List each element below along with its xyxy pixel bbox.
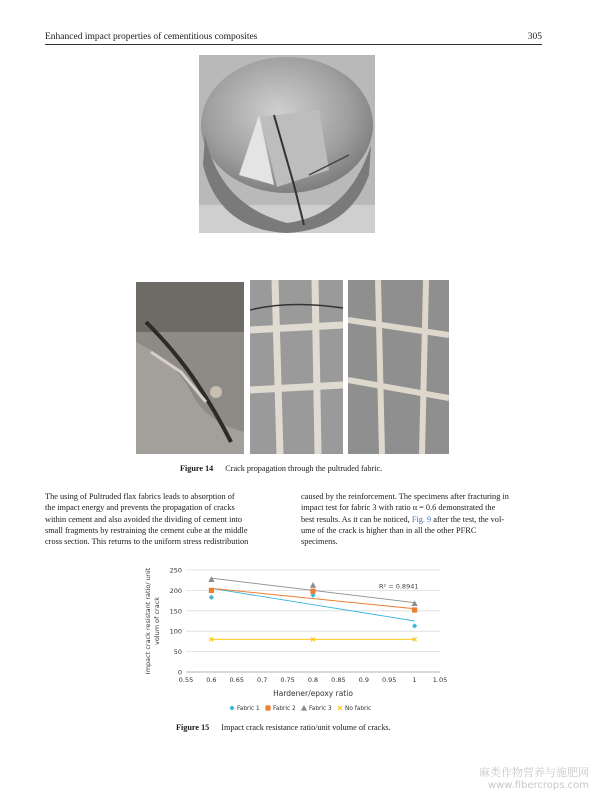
chart-canvas bbox=[140, 560, 450, 720]
body-column-right bbox=[301, 491, 543, 547]
text-line: caused by the reinforcement. The specimens after fracturing in bbox=[301, 492, 509, 501]
photo-cracked-cylinder bbox=[199, 55, 375, 233]
legend-marker-fabric-2 bbox=[265, 705, 270, 710]
legend-marker-fabric-3 bbox=[301, 705, 307, 711]
y-tick-label: 150 bbox=[169, 607, 182, 616]
point-fabric-1 bbox=[209, 595, 214, 600]
x-tick-label: 0.9 bbox=[358, 676, 369, 684]
x-tick-label: 0.75 bbox=[280, 676, 295, 684]
legend-label-no-fabric: No fabric bbox=[345, 706, 372, 712]
x-tick-label: 0.95 bbox=[381, 676, 397, 684]
y-tick-label: 100 bbox=[169, 627, 182, 636]
legend-label-fabric-3: Fabric 3 bbox=[309, 706, 332, 712]
watermark-chinese: 麻类作物营养与施肥网 bbox=[479, 766, 589, 779]
legend-marker-no-fabric bbox=[338, 706, 342, 710]
point-fabric-3 bbox=[310, 582, 316, 588]
figure-14-label: Figure 14 bbox=[180, 464, 214, 473]
text-line: impact test for fabric 3 with ratio α = 0.6 demonstrated the bbox=[301, 503, 496, 513]
legend-marker-fabric-1 bbox=[229, 705, 234, 710]
legend-label-fabric-1: Fabric 1 bbox=[237, 706, 260, 712]
text-line: The using of Pultruded flax fabrics leads to absorption of bbox=[45, 492, 235, 501]
figure-15-caption bbox=[176, 723, 391, 732]
point-fabric-2 bbox=[209, 588, 214, 593]
point-fabric-3 bbox=[208, 576, 214, 582]
text-line: within cement and also avoided the dividing of cement into bbox=[45, 514, 243, 524]
text-line bbox=[301, 514, 543, 525]
r-squared-annotation: R² = 0.8941 bbox=[379, 582, 419, 591]
point-fabric-3 bbox=[412, 600, 418, 606]
watermark bbox=[479, 764, 589, 791]
text-fragment: best results. As it can be noticed, bbox=[301, 514, 412, 524]
photo-crack-closeup-1 bbox=[136, 282, 244, 454]
photo-crack-closeup-3 bbox=[348, 280, 449, 454]
x-tick-label: 1 bbox=[412, 676, 417, 684]
text-line: cross section. This returns to the uniform stress redistribution bbox=[45, 537, 249, 547]
text-line: the impact energy and prevents the propagation of cracks bbox=[45, 503, 235, 513]
text-fragment: after the test, the vol- bbox=[431, 514, 505, 524]
text-line: specimens. bbox=[301, 537, 338, 547]
y-tick-label: 200 bbox=[169, 586, 182, 595]
x-tick-label: 1.05 bbox=[432, 676, 448, 684]
x-tick-label: 0.8 bbox=[307, 676, 319, 684]
legend-label-fabric-2: Fabric 2 bbox=[273, 706, 296, 712]
x-tick-label: 0.65 bbox=[229, 676, 245, 684]
photo-crack-closeup-2 bbox=[250, 280, 343, 454]
watermark-url: www.fibercrops.com bbox=[487, 780, 589, 791]
body-column-left bbox=[45, 491, 285, 547]
point-fabric-2 bbox=[310, 589, 315, 594]
figure-15-label: Figure 15 bbox=[176, 723, 210, 732]
running-title: Enhanced impact properties of cementitious composites bbox=[45, 32, 258, 42]
y-axis-label: Impact crack resistant ratio/ unit bbox=[144, 567, 152, 675]
impact-chart bbox=[140, 560, 450, 720]
y-tick-label: 50 bbox=[173, 648, 182, 657]
x-tick-label: 0.55 bbox=[178, 676, 194, 684]
y-tick-label: 250 bbox=[169, 566, 182, 575]
figure-14-caption bbox=[180, 464, 382, 473]
x-tick-label: 0.85 bbox=[331, 676, 346, 684]
figure-14-text: Crack propagation through the pultruded fabric. bbox=[225, 464, 383, 473]
text-line: ume of the crack is higher than in all the other PFRC bbox=[301, 525, 477, 535]
point-fabric-1 bbox=[412, 623, 417, 628]
page-number: 305 bbox=[527, 32, 542, 42]
running-header bbox=[45, 30, 542, 45]
figure-15-text: Impact crack resistance ratio/unit volume of cracks. bbox=[221, 723, 391, 732]
x-tick-label: 0.6 bbox=[206, 676, 217, 684]
x-tick-label: 0.7 bbox=[257, 676, 268, 684]
figure-9-link[interactable]: Fig. 9 bbox=[411, 514, 432, 524]
text-line: small fragments by restraining the cement cube at the middle bbox=[45, 525, 248, 535]
x-axis-label: Hardener/epoxy ratio bbox=[273, 689, 353, 698]
y-tick-label: 0 bbox=[177, 668, 182, 677]
y-axis-label: volum of crack bbox=[153, 596, 161, 646]
point-fabric-2 bbox=[412, 607, 417, 612]
